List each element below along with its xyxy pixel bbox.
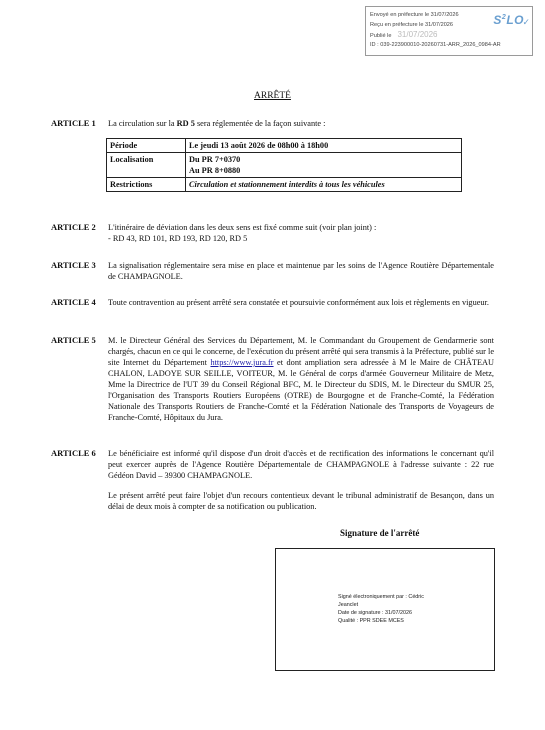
location-from: Du PR 7+0370	[189, 155, 241, 164]
article-4-label: ARTICLE 4	[51, 297, 96, 307]
s2low-logo: $S^2LO$	[493, 13, 524, 27]
table-value: Circulation et stationnement interdits à tous les véhicules	[186, 178, 462, 192]
article-6-paragraph-2: Le présent arrêté peut faire l'objet d'un recours contentieux devant le tribunal administratif de Besançon, dans un délai de deux mois à compter de sa notification ou publication.	[108, 491, 494, 511]
table-key: Restrictions	[107, 178, 186, 192]
check-icon: ✓	[522, 17, 530, 27]
article-3-label: ARTICLE 3	[51, 260, 96, 270]
article-5-part-b: et dont ampliation sera adressée à M le Maire de CHÂTEAU CHALON, LADOYE SUR SEILLE, VOITEUR, M. le Général de corps d'armée Gouverneur Militaire de Metz, Mme la Directrice de l'UT 39 du Conseil Régional BFC, M. le Directeur du SDIS, M. le Directeur du SMUR 25, l'Organisation des Transports Routiers Européens (OTRE) de Bourgogne et de Franche-Comté, la Fédération Nationale des Transports Routiers de Franche-Comté et la Fédération Nationale des Transports de Voyageurs de Franche-Comté, Hôpitaux du Jura.	[108, 358, 495, 422]
table-row	[107, 139, 462, 153]
table-value: Le jeudi 13 août 2026 de 08h00 à 18h00	[186, 139, 462, 153]
signature-line: Date de signature : 31/07/2026	[338, 610, 413, 616]
article-4-text: Toute contravention au présent arrêté sera constatée et poursuivie conformément aux lois et règlements en vigueur.	[108, 298, 489, 307]
stamp-published	[370, 30, 528, 40]
stamp-sent: Envoyé en préfecture le 31/07/2026	[370, 12, 459, 18]
article-6-paragraph-1: Le bénéficiaire est informé qu'il dispose d'un droit d'accès et de rectification des informations le concernant qu'il peut exercer auprès de l'Agence Routière Départementale de CHAMPAGNOLE à l'adresse suivante : 22 rue Gédéon David – 39300 CHAMPAGNOLE.	[108, 449, 494, 480]
regulation-table	[106, 138, 462, 192]
article-5-label: ARTICLE 5	[51, 335, 96, 345]
article-2-intro: L'itinéraire de déviation dans les deux sens est fixé comme suit (voir plan joint) :	[108, 223, 377, 232]
article-2-route: - RD 43, RD 101, RD 193, RD 120, RD 5	[108, 234, 248, 243]
table-row	[107, 153, 462, 178]
document-title: ARRÊTÉ	[254, 91, 291, 101]
table-key: Localisation	[107, 153, 186, 178]
table-value	[186, 153, 462, 178]
signature-box	[275, 548, 495, 671]
signature-title: Signature de l'arrêté	[340, 528, 420, 538]
article-6-text	[108, 448, 494, 512]
table-key: Période	[107, 139, 186, 153]
article-3-text: La signalisation réglementaire sera mise en place et maintenue par les soins de l'Agence Routière Départementale de CHAMPAGNOLE.	[108, 261, 494, 281]
article-6-label: ARTICLE 6	[51, 448, 96, 458]
stamp-received: Reçu en préfecture le 31/07/2026	[370, 22, 454, 28]
website-link[interactable]: https://www.jura.fr	[210, 358, 274, 367]
location-to: Au PR 8+0880	[189, 166, 241, 175]
stamp-id: ID : 039-223900010-20260731-ARR_2026_0984-AR	[370, 42, 501, 48]
article-1-label: ARTICLE 1	[51, 118, 96, 128]
article-1-text: La circulation sur la RD 5 sera réglementée de la façon suivante :	[108, 119, 326, 128]
signature-line: Qualité : PPR SDEE MCES	[338, 618, 404, 624]
signature-details	[338, 593, 424, 625]
signature-line: Jeanclet	[338, 602, 359, 608]
stamp-published-label: Publié le	[370, 33, 392, 39]
stamp-published-date: 31/07/2026	[397, 30, 438, 39]
article-2-text	[108, 222, 494, 244]
prefecture-stamp	[365, 6, 533, 56]
article-5-part-a: M. le Directeur Général des Services du Département, M. le Commandant du Groupement de Gendarmerie sont chargés, chacun en ce qui le concerne, de l'exécution du présent arrêté qui sera transmis à la Préfecture, publié sur le site Internet du Département	[108, 336, 494, 367]
article-2-label: ARTICLE 2	[51, 222, 96, 232]
article-5-text	[108, 335, 494, 423]
signature-line: Signé électroniquement par : Cédric	[338, 594, 424, 600]
table-row	[107, 178, 462, 192]
